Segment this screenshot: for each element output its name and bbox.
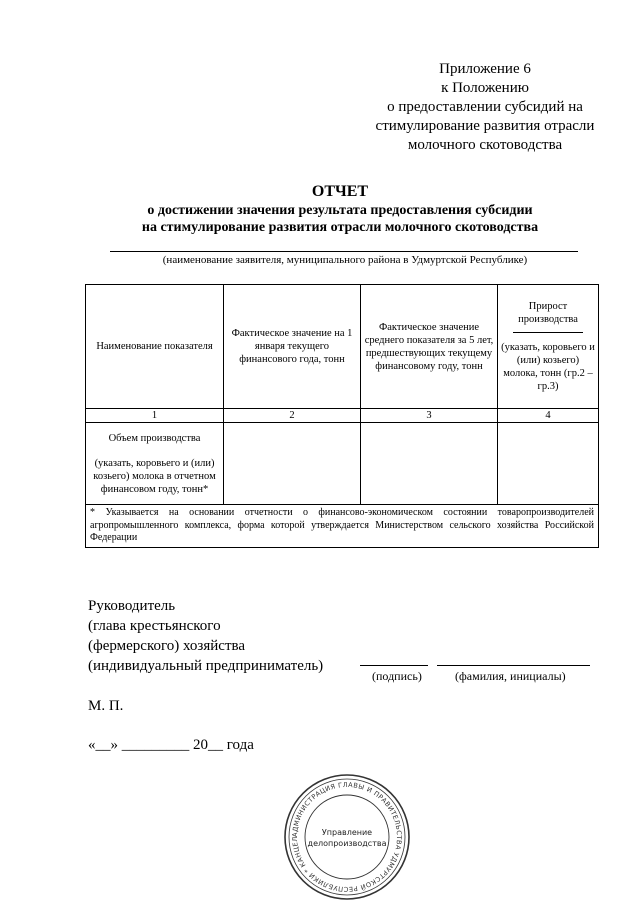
applicant-caption: (наименование заявителя, муниципального района в Удмуртской Республике): [162, 254, 528, 266]
signature-block: [88, 596, 323, 676]
appendix-line: стимулирование развития отрасли: [375, 118, 595, 134]
value-cell-growth[interactable]: [498, 423, 599, 505]
column-number: 1: [86, 409, 224, 423]
header-growth-note: (указать, коровьего и (или) козьего) молока, тонн (гр.2 – гр.3): [501, 342, 595, 392]
appendix-line: молочного скотоводства: [407, 137, 563, 153]
value-cell-average[interactable]: [361, 423, 498, 505]
column-number: 4: [498, 409, 599, 423]
name-caption: (фамилия, инициалы): [455, 669, 566, 683]
value-cell-actual[interactable]: [224, 423, 361, 505]
header-growth-title: Прирост производства: [518, 301, 578, 325]
appendix-line: Приложение 6: [439, 61, 531, 77]
report-table: [85, 284, 599, 548]
header-cell-actual: Фактическое значение на 1 января текущего финансового года, тонн: [224, 285, 361, 409]
appendix-line: к Положению: [441, 80, 529, 96]
row-label-cell: [86, 423, 224, 505]
stamp-seal-icon: [282, 772, 412, 902]
header-cell-indicator: Наименование показателя: [86, 285, 224, 409]
report-title: ОТЧЕТ: [311, 183, 369, 200]
signature-caption: (подпись): [372, 669, 422, 683]
table-number-row: [86, 409, 599, 423]
date-line: «__» _________ 20__ года: [88, 737, 254, 753]
report-subtitle-line1: о достижении значения результата предоставления субсидии: [147, 203, 533, 218]
table-header-row: [86, 285, 599, 409]
name-fill-line[interactable]: [437, 665, 590, 666]
table-row: [86, 423, 599, 505]
stamp-center-line2: делопроизводства: [307, 839, 387, 848]
signature-fill-line[interactable]: [360, 665, 428, 666]
header-cell-average: Фактическое значение среднего показателя за 5 лет, предшествующих текущему финансовому году, тонн: [361, 285, 498, 409]
footnote-text: * Указывается на основании отчетности о финансово-экономическом состоянии товаропроизводителей агропромышленного комплекса, форма которой утверждается Министерством сельского хозяйства Российской Федерации: [86, 505, 599, 548]
report-subtitle-line2: на стимулирование развития отрасли молочного скотоводства: [141, 220, 539, 235]
applicant-fill-line: [110, 251, 578, 252]
row-label-title: Объем производства: [108, 432, 201, 444]
office-stamp: [282, 772, 412, 902]
seal-place-label: М. П.: [88, 698, 124, 714]
appendix-block: [360, 60, 610, 155]
stamp-center-line1: Управление: [321, 828, 373, 837]
signature-line: (индивидуальный предприниматель): [88, 658, 324, 674]
column-number: 2: [224, 409, 361, 423]
header-growth-divider: [513, 332, 583, 333]
appendix-line: о предоставлении субсидий на: [387, 99, 583, 115]
signature-line: (глава крестьянского: [88, 618, 221, 634]
signature-line: (фермерского) хозяйства: [88, 638, 246, 654]
signature-line: Руководитель: [88, 598, 176, 614]
column-number: 3: [361, 409, 498, 423]
header-cell-growth: [498, 285, 599, 409]
footnote-row: [86, 505, 599, 548]
row-label-note: (указать, коровьего и (или) козьего) молока в отчетном финансовом году, тонн*: [93, 457, 216, 495]
stamp-ring-text: АДМИНИСТРАЦИЯ ГЛАВЫ И ПРАВИТЕЛЬСТВА УДМУРТСКОЙ РЕСПУБЛИКИ * КАНЦЕЛ: [290, 780, 404, 894]
